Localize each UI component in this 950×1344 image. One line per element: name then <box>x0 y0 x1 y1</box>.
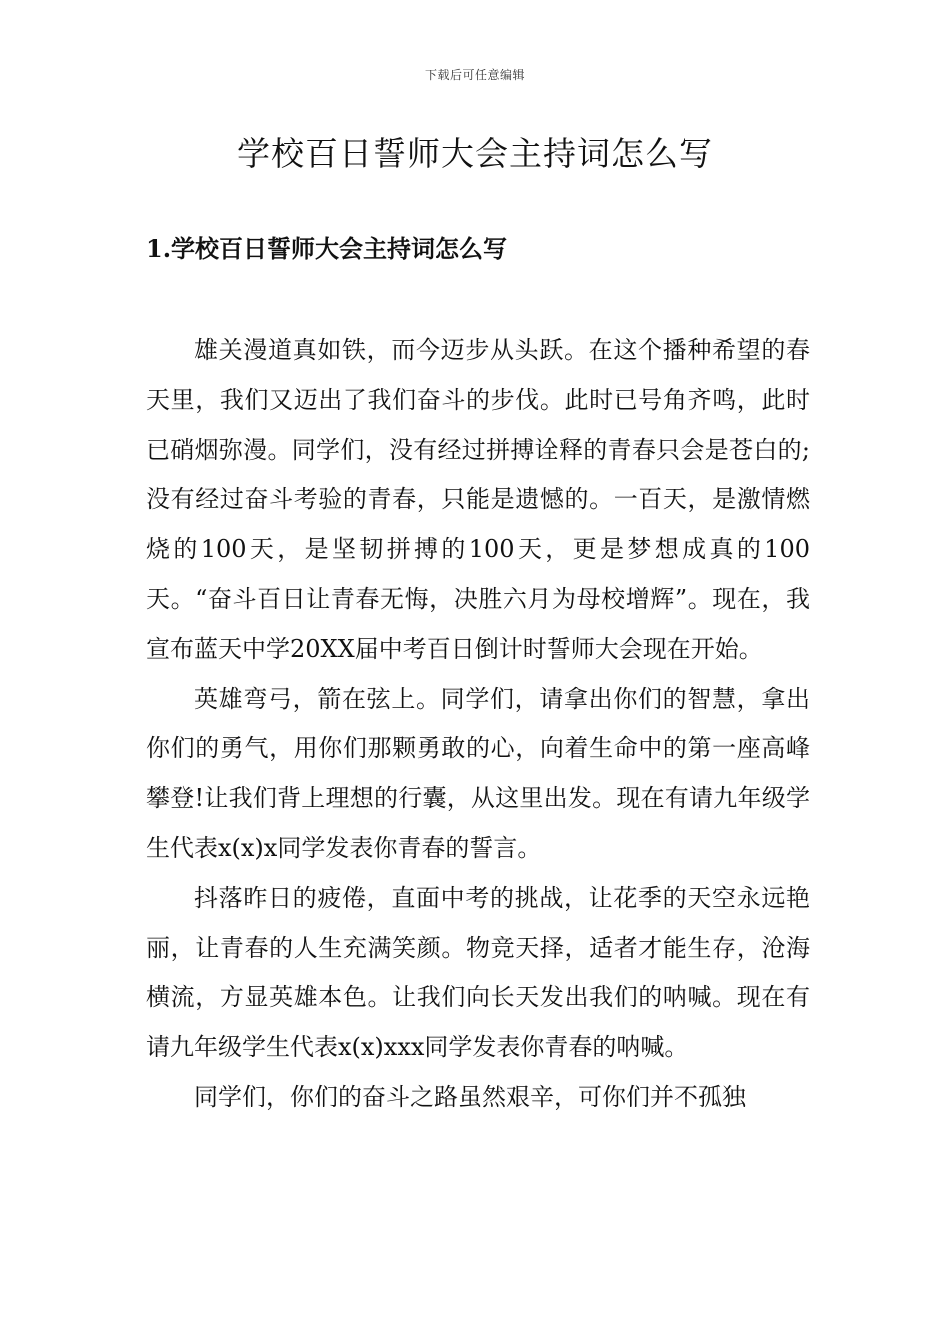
document-body <box>146 326 810 1123</box>
paragraph-opening: 雄关漫道真如铁，而今迈步从头跃。在这个播种希望的春天里，我们又迈出了我们奋斗的步伐。此时已号角齐鸣，此时已硝烟弥漫。同学们，没有经过拼搏诠释的青春只会是苍白的;没有经过奋斗考验的青春，只能是遗憾的。一百天，是激情燃烧的100天，是坚韧拼搏的100天，更是梦想成真的100天。“奋斗百日让青春无悔，决胜六月为母校增辉”。现在，我宣布蓝天中学20XX届中考百日倒计时誓师大会现在开始。 <box>146 336 810 663</box>
document-title: 学校百日誓师大会主持词怎么写 <box>237 134 713 173</box>
paragraph-closing-fragment: 同学们，你们的奋斗之路虽然艰辛，可你们并不孤独 <box>194 1082 746 1111</box>
paragraph-shout-intro: 抖落昨日的疲倦，直面中考的挑战，让花季的天空永远艳丽，让青春的人生充满笑颜。物竞天择，适者才能生存，沧海横流，方显英雄本色。让我们向长天发出我们的呐喊。现在有请九年级学生代表x(x)xxx同学发表你青春的呐喊。 <box>146 883 810 1062</box>
header-note: 下载后可任意编辑 <box>424 68 525 82</box>
paragraph-oath-intro: 英雄弯弓，箭在弦上。同学们，请拿出你们的智慧，拿出你们的勇气，用你们那颗勇敢的心，向着生命中的第一座高峰攀登!让我们背上理想的行囊，从这里出发。现在有请九年级学生代表x(x)x同学发表你青春的誓言。 <box>146 684 810 862</box>
section-heading: 1.学校百日誓师大会主持词怎么写 <box>146 234 508 263</box>
